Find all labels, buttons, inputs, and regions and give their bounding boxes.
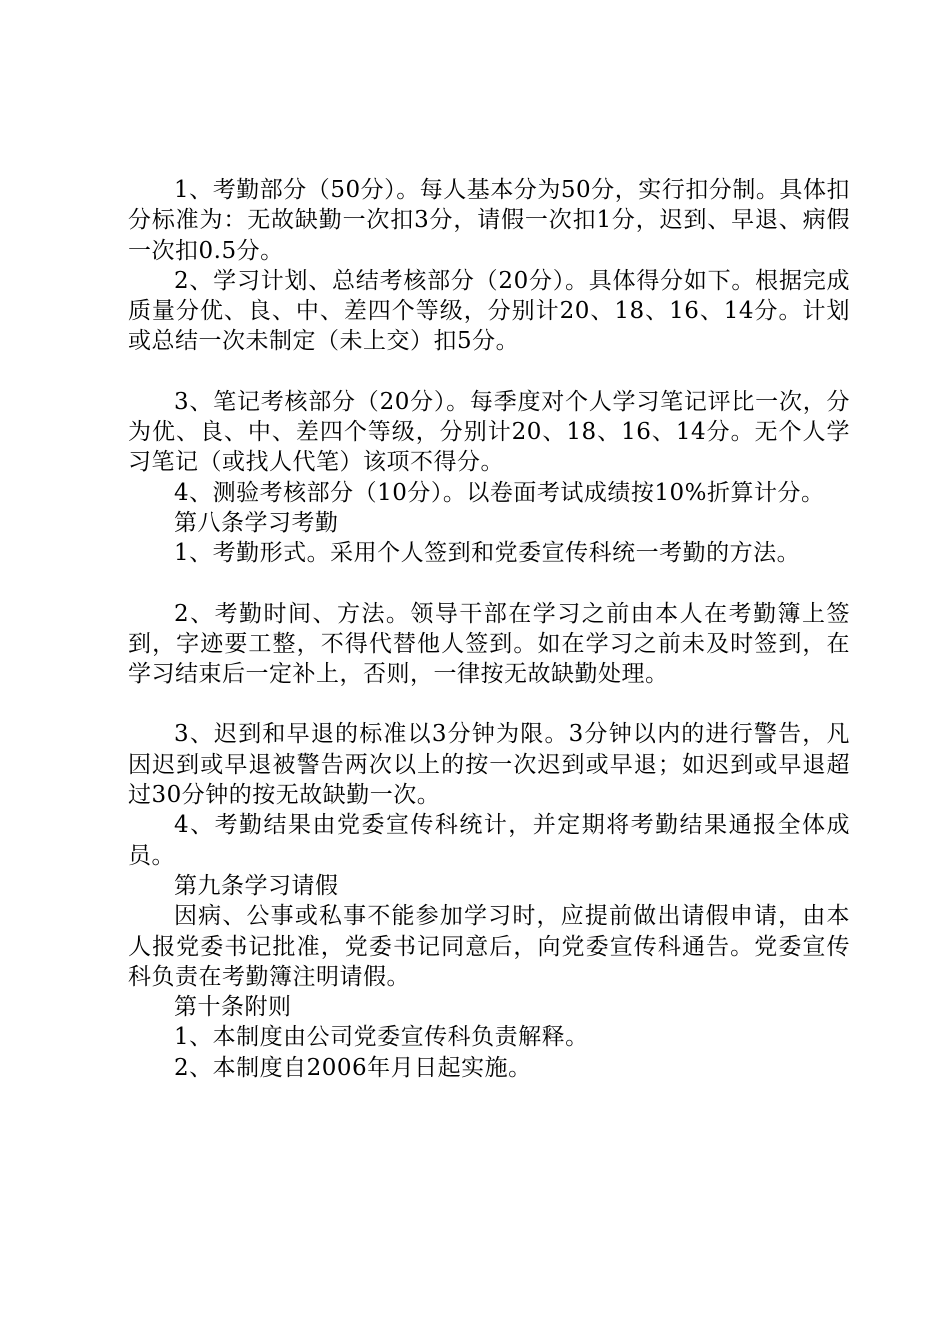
clause-paragraph: 1、本制度由公司党委宣传科负责解释。 bbox=[174, 1024, 589, 1051]
clause-paragraph: 4、考勤结果由党委宣传科统计，并定期将考勤结果通报全体成员。 bbox=[128, 812, 850, 869]
clause-paragraph: 1、考勤部分（50分）。每人基本分为50分，实行扣分制。具体扣分标准为：无故缺勤一次扣3分，请假一次扣1分，迟到、早退、病假一次扣0.5分。 bbox=[128, 177, 850, 264]
clause-paragraph: 1、考勤形式。采用个人签到和党委宣传科统一考勤的方法。 bbox=[174, 540, 801, 567]
clause-paragraph: 3、迟到和早退的标准以3分钟为限。3分钟以内的进行警告，凡因迟到或早退被警告两次以上的按一次迟到或早退；如迟到或早退超过30分钟的按无故缺勤一次。 bbox=[128, 721, 850, 809]
article-heading: 第十条附则 bbox=[174, 994, 292, 1021]
clause-paragraph: 因病、公事或私事不能参加学习时，应提前做出请假申请，由本人报党委书记批准，党委书记同意后，向党委宣传科通告。党委宣传科负责在考勤簿注明请假。 bbox=[128, 903, 850, 990]
clause-paragraph: 2、考勤时间、方法。领导干部在学习之前由本人在考勤簿上签到，字迹要工整，不得代替他人签到。如在学习之前未及时签到，在学习结束后一定补上，否则，一律按无故缺勤处理。 bbox=[128, 600, 850, 688]
article-heading: 第八条学习考勤 bbox=[174, 509, 339, 536]
clause-paragraph: 3、笔记考核部分（20分）。每季度对个人学习笔记评比一次，分为优、良、中、差四个等级，分别计20、18、16、14分。无个人学习笔记（或找人代笔）该项不得分。 bbox=[128, 388, 850, 476]
document-body bbox=[128, 175, 850, 1083]
clause-paragraph: 4、测验考核部分（10分）。以卷面考试成绩按10%折算计分。 bbox=[174, 479, 825, 506]
clause-paragraph: 2、本制度自2006年月日起实施。 bbox=[174, 1054, 532, 1081]
article-heading: 第九条学习请假 bbox=[174, 872, 339, 899]
clause-paragraph: 2、学习计划、总结考核部分（20分）。具体得分如下。根据完成质量分优、良、中、差四个等级，分别计20、18、16、14分。计划或总结一次未制定（未上交）扣5分。 bbox=[128, 267, 850, 355]
